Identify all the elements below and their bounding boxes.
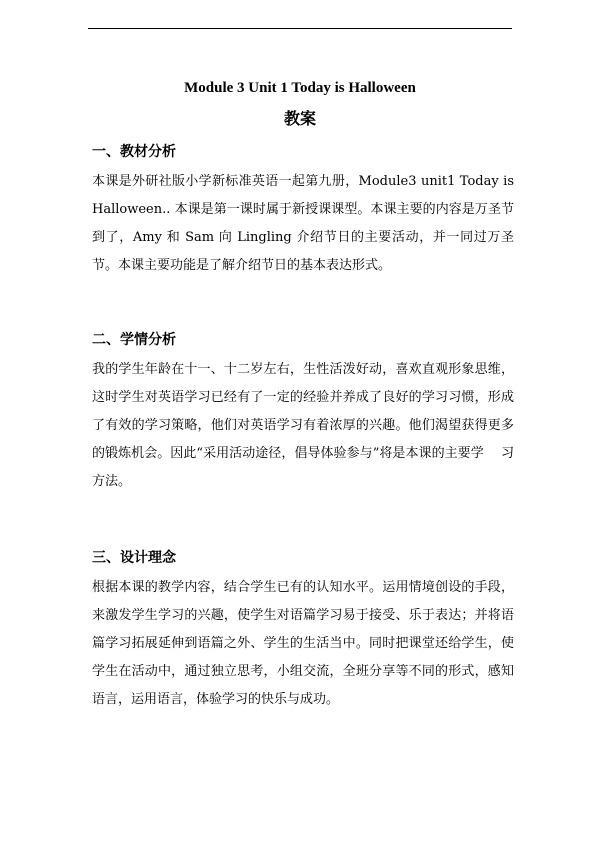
section-textbook-analysis — [92, 142, 514, 280]
section-body: 本课是外研社版小学新标准英语一起第九册，Module3 unit1 Today is Halloween.. 本课是第一课时属于新授课课型。本课主要的内容是万圣节到了，Amy 和 Sam 向 Lingling 介绍节日的主要活动，并一同过万圣节。本课主要功能是了解介绍节日的基本表达形式。 — [92, 174, 514, 273]
section-heading: 一、教材分析 — [92, 144, 176, 160]
document-subtitle: 教案 — [283, 109, 316, 128]
section-heading: 三、设计理念 — [92, 550, 176, 566]
section-design-concept — [92, 548, 514, 714]
section-student-analysis — [92, 330, 514, 496]
section-body: 我的学生年龄在十一、十二岁左右，生性活泼好动，喜欢直观形象思维，这时学生对英语学习已经有了一定的经验并养成了良好的学习习惯，形成了有效的学习策略，他们对英语学习有着浓厚的兴趣。他们渴望获得更多的锻炼机会。因此“采用活动途径，倡导体验参与”将是本课的主要学 习方法。 — [92, 362, 514, 489]
document-title: Module 3 Unit 1 Today is Halloween — [184, 80, 416, 96]
header-rule — [88, 28, 512, 29]
section-heading: 二、学情分析 — [92, 332, 176, 348]
section-body: 根据本课的教学内容，结合学生已有的认知水平。运用情境创设的手段，来激发学生学习的兴趣，使学生对语篇学习易于接受、乐于表达；并将语篇学习拓展延伸到语篇之外、学生的生活当中。同时把课堂还给学生，使学生在活动中，通过独立思考，小组交流，全班分享等不同的形式，感知语言，运用语言，体验学习的快乐与成功。 — [92, 580, 514, 707]
